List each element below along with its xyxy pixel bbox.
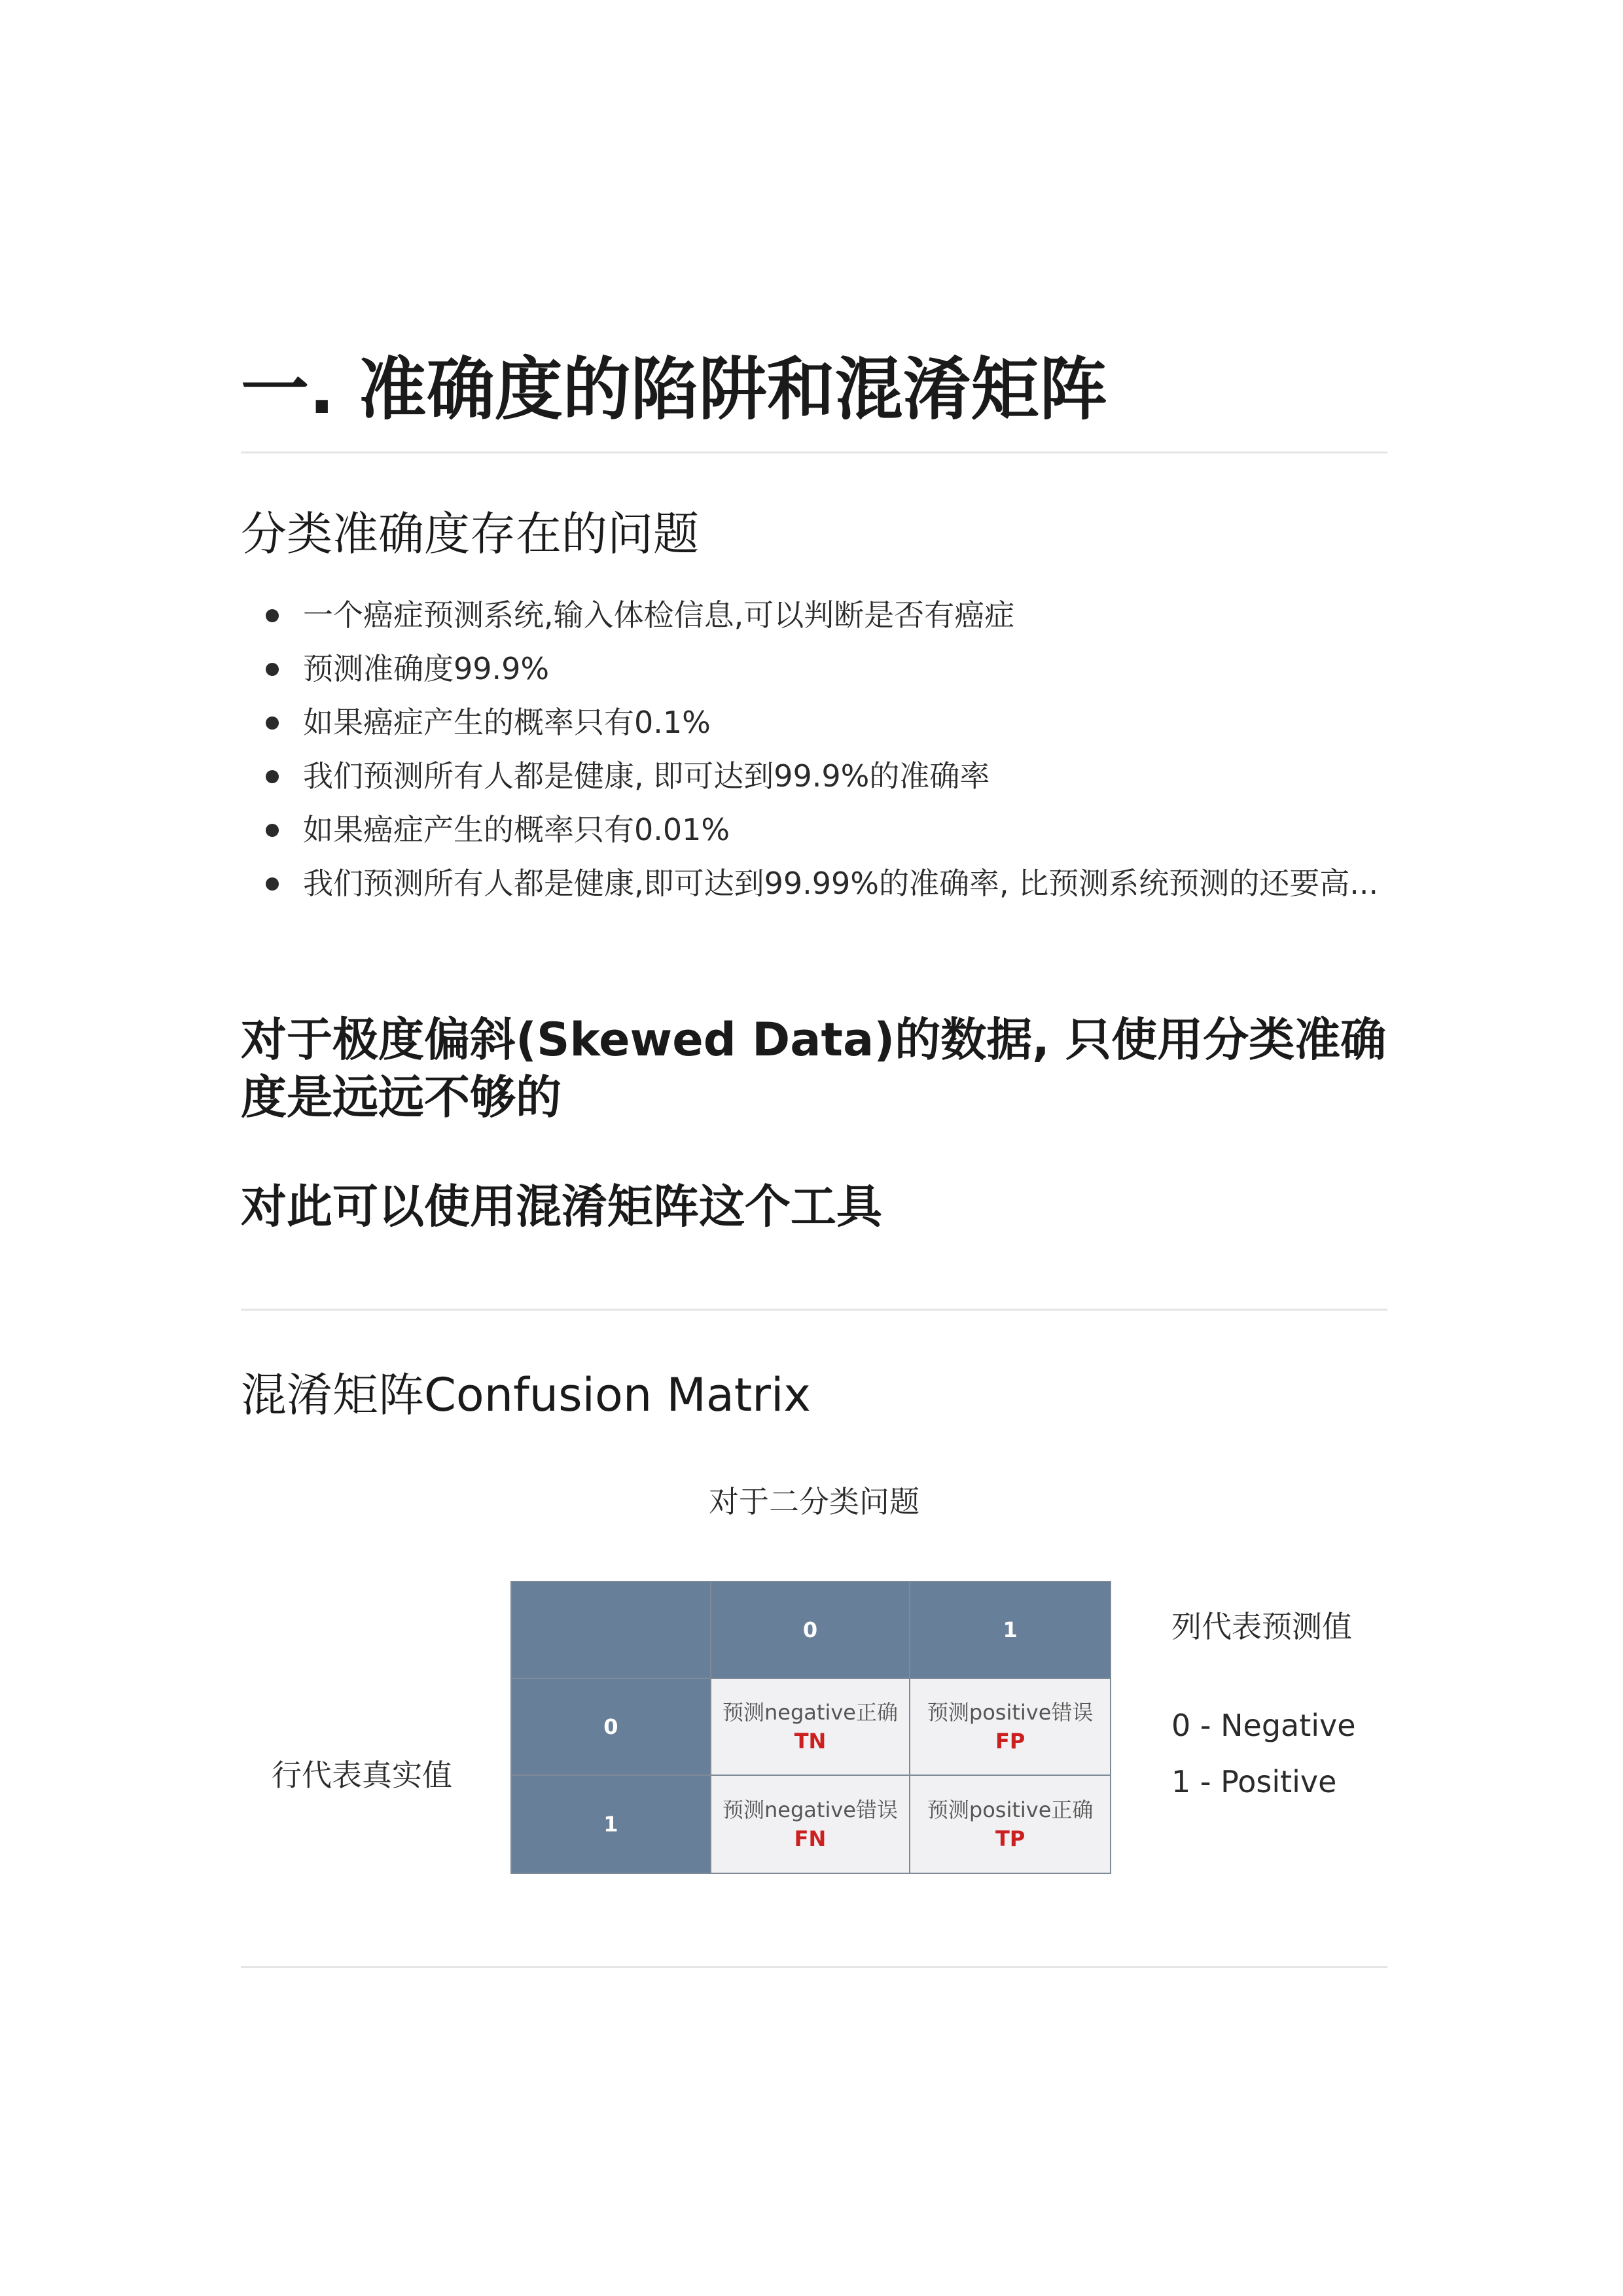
bullet-list	[241, 592, 1380, 914]
list-item: 如果癌症产生的概率只有0.1%	[241, 699, 1380, 745]
list-item: 预测准确度99.9%	[241, 646, 1380, 692]
matrix-cell-fp	[910, 1679, 1110, 1776]
section-divider	[241, 1309, 1387, 1311]
cell-abbreviation: TN	[794, 1729, 827, 1754]
matrix-col-header: 0	[711, 1582, 911, 1679]
heading-skewed-data: 对于极度偏斜(Skewed Data)的数据, 只使用分类准确度是远远不够的	[241, 1013, 1387, 1124]
page-title: 一. 准确度的陷阱和混淆矩阵	[241, 349, 1107, 429]
cell-abbreviation: TP	[995, 1826, 1026, 1851]
list-item: 我们预测所有人都是健康,即可达到99.99%的准确率, 比预测系统预测的还要高...	[241, 860, 1380, 906]
legend-positive: 1 - Positive	[1171, 1764, 1337, 1799]
heading-confusion-tool: 对此可以使用混淆矩阵这个工具	[241, 1180, 882, 1233]
confusion-matrix-table	[510, 1581, 1111, 1874]
matrix-cell-tp	[910, 1776, 1110, 1873]
matrix-row-header: 0	[512, 1679, 711, 1776]
bottom-divider	[241, 1966, 1387, 1968]
cell-abbreviation: FN	[794, 1826, 827, 1851]
section-heading-accuracy-problem: 分类准确度存在的问题	[241, 507, 699, 561]
list-item: 如果癌症产生的概率只有0.01%	[241, 807, 1380, 853]
matrix-caption: 对于二分类问题	[709, 1484, 919, 1519]
matrix-row-header: 1	[512, 1776, 711, 1873]
matrix-col-header: 1	[910, 1582, 1110, 1679]
cell-abbreviation: FP	[995, 1729, 1026, 1754]
row-axis-label: 行代表真实值	[272, 1757, 452, 1793]
matrix-cell-fn	[711, 1776, 911, 1873]
title-divider	[241, 451, 1387, 453]
cell-description: 预测positive正确	[927, 1797, 1094, 1822]
cell-description: 预测negative错误	[722, 1797, 898, 1822]
legend-negative: 0 - Negative	[1171, 1708, 1356, 1743]
column-axis-label: 列代表预测值	[1171, 1609, 1352, 1644]
matrix-corner-cell	[512, 1582, 711, 1679]
list-item: 我们预测所有人都是健康, 即可达到99.9%的准确率	[241, 753, 1380, 799]
section-heading-confusion-matrix: 混淆矩阵Confusion Matrix	[241, 1368, 811, 1422]
matrix-cell-tn	[711, 1679, 911, 1776]
cell-description: 预测negative正确	[722, 1700, 898, 1725]
list-item: 一个癌症预测系统,输入体检信息,可以判断是否有癌症	[241, 592, 1380, 638]
cell-description: 预测positive错误	[927, 1700, 1094, 1725]
